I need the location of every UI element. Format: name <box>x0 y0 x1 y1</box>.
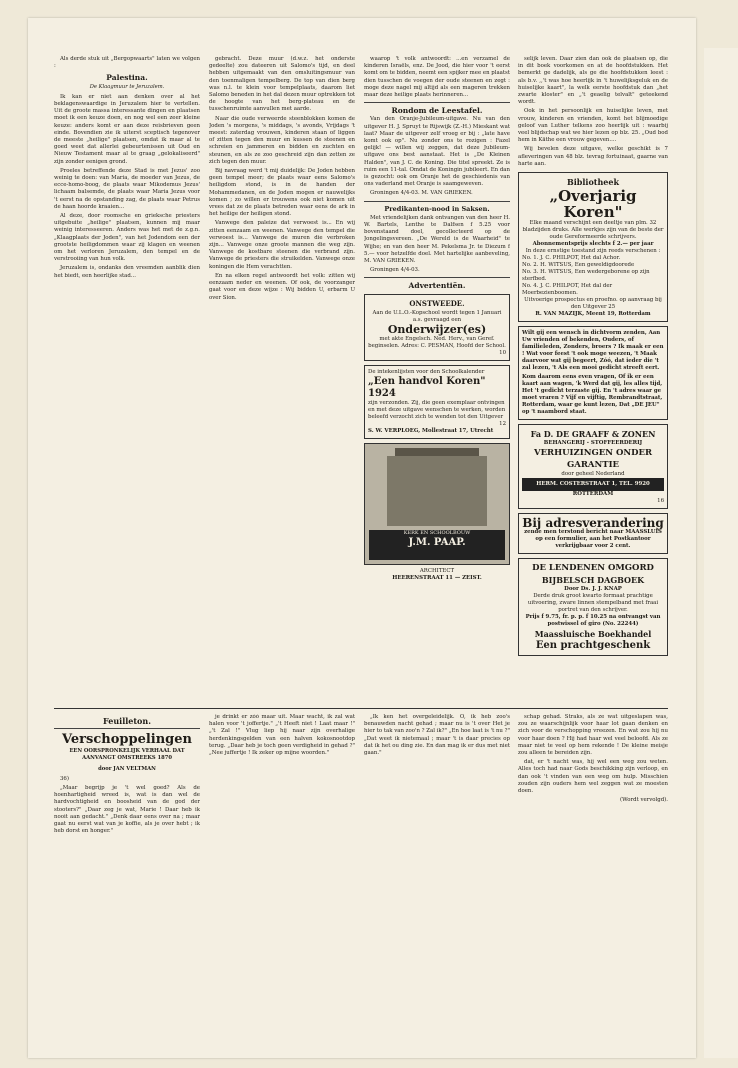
bib-price: Abonnementsprijs slechts f 2.— per jaar <box>532 241 654 248</box>
ad-text: zijn verzonden. Zij, die geen exemplaar ontvingen en met deze uitgave wenschen te werken, worden beleefd verzocht zich te wenden tot den Uitgever <box>368 399 506 420</box>
church-illustration <box>387 456 487 526</box>
bib-publisher: R. VAN MAZIJK, Meent 19, Rotterdam <box>535 311 651 318</box>
paap-architect-ad <box>364 443 510 565</box>
paragraph: Wij bevelen deze uitgave, welke geschikt is 7 afleveringen van 48 blz. tevrag fortuinaat, gaarne van harte aan. <box>518 146 668 167</box>
book-author: Door Ds. J. J. KNAP <box>564 586 622 593</box>
ad-number: 10 <box>499 349 506 356</box>
adresverandering-ad <box>518 513 668 554</box>
paragraph: je drinkt er zóó maar uit. Maar wacht, ik zal wat halen voor 't joffertje." „'t Heeft niet ! Laat maar !" „'t Zal !" Vlug liep hij naar zijn overhalige herdenkingsgelden van een halven kokosnootdop terug. „Daar heb je toch geen verdigheid in gehad ?" „Nee juffertje ! Ik zeker op mijne woorden." <box>209 714 355 757</box>
bib-item: No. 3. H. WITSUS, Een wedergeborene op zijn sterfbed. <box>522 269 650 283</box>
divider <box>364 102 510 103</box>
leestafel-signature: Groningen 4/4-03. M. VAN GRIEKEN. <box>370 190 473 197</box>
book-price: Prijs f 9.75, fr. p. p. f 10.25 na ontvangst van postwissel of giro (No. 22244) <box>525 614 661 628</box>
ad-intro: De intekenlijsten voor den Schoolkalender <box>368 368 485 375</box>
paragraph: Al deze, door roomsche en grieksche priesters uitgebuite „heilige" plaatsen, kunnen mij maar weinig interesseeren. Anders was het met de z.g.n. „Klaagplaats der Joden", van het Jodendom een der grootste heiligdommen waar zij klagen en weenen om het verloren Jeruzalem, den tempel en de verstrooiing van hun volk. <box>54 213 200 263</box>
ad-town: ONSTWEEDE. <box>409 298 465 308</box>
paragraph: En na elken regel antwoordt het volk: zitten wij eenzaam neder en weenen. Of ook, de voorzanger gaat voor en deze wijze : Wij bidden U, erbarm U over Sion. <box>209 272 355 301</box>
predikanten-text: Met vriendelijken dank ontvangen van den heer H. W. Bartels, Lenthe te Dalfsen f 5.25 voor bovenstaand doel, gecollecteerd op de Jongelingsvereen. „De Wereld is de Waarheid" te Wijhe; en van den heer M. Pekelsma Jr. te Diezum f 5.— voor hetzelfde doel. Met hartelijke aanbeveling, M. VAN GRIEKEN. <box>364 214 510 265</box>
ad-text: Aan de U.L.O.-Kopschool wordt tegen 1 Januari a.s. gevraagd een <box>372 309 502 323</box>
firm-city: ROTTERDAM <box>572 491 614 498</box>
bibliotheek-ad <box>518 172 668 322</box>
paragraph: Proeles betreffende deze Stad is met Jezus' zoo weinig te doen: van Maria, de moeder van Jezus, de ecce-homo-boog, de plaats waar Mikodemus Jezus' lichaam balsemde, de plaats waar Maria Jezus voor 't eerst na de opstanding zag, de plaats waar Petrus de haan hoorde kraaien... <box>54 167 200 210</box>
firm-trade: BEHANGERIJ - STOFFEERDERIJ <box>543 440 643 447</box>
ad-address: S. W. VERPLOEG, Mollestraat 17, Utrecht <box>368 427 494 434</box>
divider <box>364 201 510 202</box>
column-1 <box>54 56 200 716</box>
paap-role: ARCHITECT <box>419 567 455 574</box>
palestina-subtitle: De Klaagmuur te Jeruzalem. <box>89 83 165 90</box>
paragraph: Jeruzalem is, ondanks den vreemden aanblik dien het biedt, een heerlijke stad... <box>54 265 200 279</box>
paragraph: Ook in het persoonlijk en huiselijke leven, met vrouw, kinderen en vrienden, komt het blijmoedige geloof van Luther telkens zoo heerlijk uit : waarbij veel blijdschap wat we hier lezen op blz. 25. „Oud bod hem in Käthe een vrouw gegeven.... <box>518 108 668 144</box>
ad-number: 12 <box>499 420 506 427</box>
bib-label: Bibliotheek <box>566 177 620 188</box>
paap-name: J.M. PAAP. <box>408 536 466 548</box>
paap-banner <box>369 530 505 560</box>
column-2 <box>209 56 355 716</box>
ad-number: 16 <box>657 498 664 505</box>
paragraph: Vanwege den paleize dat verwoest is... En wij zitten eenzaam en weenen. Vanwege den tempel die verwoest is... Vanwege de muren die verbroken zijn... Vanwege onze groote mannen die weg zijn. Vanwege de kostbare steenen die verbrand zijn. Vanwege de priesters die struikelden. Vanwege onze koningen die Hem verachtten. <box>209 220 355 270</box>
feuilleton-col-2 <box>209 714 355 1044</box>
bib-intro: In deze ernstige toestand zijn reeds verschenen : <box>525 248 661 255</box>
ad-details: met akte Engelsch. Ned. Herv., van Geref. beginselen. Adres: C. PESMAN, Hoofd der School. <box>368 335 506 349</box>
leestafel-title: Rondom de Leestafel. <box>391 106 483 116</box>
feuilleton-col-4 <box>518 714 668 1044</box>
paragraph: dat, er 't nacht was, hij wel een weg zou weten. Alles toch had naar Gods beschikking zijn verloop, en dan ook 't vinden van een weg om hulp. Misschien zouden zijn ouders hem wel zeggen wat ze moesten doen. <box>518 759 668 795</box>
ad-headline: Onderwijzer(es) <box>387 322 487 336</box>
to-be-continued: (Wordt vervolgd). <box>620 797 668 804</box>
lendenen-ad <box>518 558 668 656</box>
ad-text: zende men terstond bericht naar MAASSLUIS op een formulier, aan het Postkantoor verkrijgbaar voor 2 cent. <box>524 529 662 550</box>
bib-title: „Overjarig Koren" <box>549 187 637 222</box>
adjacent-page-edge <box>704 48 738 1058</box>
paragraph: selijk leven. Daar zien dan ook de plaatsen op, die in dit boek voorkomen en at de hoofdstukken. Het bemerkt ge dadelijk, als ge die hoofdstukken leest : als b.v. ,,'t was hoe heerlijk in 't huwelijksgeluk en de huiselijke kaart", la welk eerste hoofdstuk dan „het zwarte kloster" en „'t geaelig telvalt" geteekend wordt. <box>518 56 668 106</box>
feuilleton-col-3 <box>364 714 510 1044</box>
episode-number: 36) <box>60 775 69 782</box>
feuilleton-label: Feuilleton. <box>103 716 151 726</box>
predikanten-title: Predikanten-nood in Saksen. <box>384 204 490 213</box>
poem-part-1: Wilt gij een wensch in dichtvorm zenden, Aan Uw vrienden of bekenden, Ouders, of familieleden, Zonders, broers ? Ik maak er een ! Wat voor feest 't ook moge weezen, 't Maak daarvoor wat gij begeert, Zóó, dat ieder die 't zal lezen, 't Als een mooi gedicht streeft eert. <box>522 330 664 372</box>
paragraph: „Maar begrijp je 't wel goed? Als de hoenhartigheid wreed is, wat is dan wel de hardvochtigheid en boosheid van de god der stooters?" „Daar zeg je wat, Marie ! Daar heb ik nooit aan gedacht." „Denk daar eens over na ; maar gaat nu eerst wat van je koffie, als je over hebt ; ik heb dorst en honger." <box>54 785 200 835</box>
paragraph: „Ik ken het overgeleidelijk. O, ik heb zoo's benauwden nacht gehad ; maar nu is 't over Het je hier to tak van zoo'n ? Zal ik?" „En hoe laat is 't nu ?" „Dat weet ik nietemaal ; maar 't is daar precies op dat ik het ou ding zie. En dan mag ik er dus met niet gaan." <box>364 714 510 757</box>
firm-note: door geheel Nederland <box>561 471 625 478</box>
book-text: Derde druk groot kwarto formaat prachtige uitvoering, zware linnen stempelband met fraai portret van den schrijver. <box>527 593 659 614</box>
palestina-title: Palestina. <box>106 73 148 83</box>
handvol-koren-ad <box>364 365 510 439</box>
bib-item: No. 1. J. C. PHILPOT, Het dal Achor. <box>522 255 621 262</box>
advertenties-title: Advertentiën. <box>408 281 466 291</box>
bib-text: Elke maand verschijnt een deeltje van plm. 32 bladzijden druks. Alle werkjes zijn van de beste der oude Gereformeerde schrijvers. <box>522 220 664 241</box>
bib-item: No. 2. H. WITSUS, Een geweldigdoorede <box>522 262 635 269</box>
onderwijzer-ad <box>364 294 510 361</box>
paragraph: waarop 't volk antwoordt: ...en verzamel de kinderen Israëls, enz. De Jood, die hier voor 't eerst komt om te bidden, neemt een spijker mee en plaatst dien tusschen de voegen der oude steenen en zegt : moge deze nagel mij altijd als een mageren trekken maar deze heilige plaats herinneren... <box>364 56 510 99</box>
firm-name: Fa D. DE GRAAFF & ZONEN <box>530 429 656 440</box>
book-gift: Een prachtgeschenk <box>535 640 651 652</box>
paragraph: Naar die oude verweerde steenblokken komen de Joden 's morgens, 's middags, 's avonds, Vrijdags 't meest: zaterdag vrouwen, kinderen staan of liggen of zitten tegen den muur en kussen de steenen en schreien en jammeren en bidden en zuchten en steunen, en als ze zoo geschreid zijn dan zetten ze zich tegen den muur. <box>209 115 355 165</box>
feuilleton-subtitle: EEN OORSPRONKELIJK VERHAAL DAT AANVANGT OMSTREEKS 1870 <box>69 748 185 762</box>
book-title: DE LENDENEN OMGORD <box>532 563 654 574</box>
firm-service: VERHUIZINGEN ONDER GARANTIE <box>533 448 653 471</box>
book-subtitle: BIJBELSCH DAGBOEK <box>541 575 645 586</box>
bib-order: Uitvoerige prospectus en proefno. op aanvraag bij den Uitgever 25 <box>524 297 662 311</box>
feuilleton-title: Verschoppelingen <box>62 732 192 748</box>
ad-title: „Een handvol Koren" 1924 <box>368 375 486 399</box>
feuilleton-col-1 <box>54 714 200 1044</box>
poem-part-2: Kom daarom eens even vragen, Of ik er een kaart aan wagen, 'k Werd dat gij, les alles tijd, Het 't gedicht terzaste gij. En 't adres waar ge moet vraren ? Vijf en vijftig, Rembrandtstraat, Rotterdam, waar ge kunt lezen, Dat „DE JEU" op 't naambord staat. <box>522 374 663 416</box>
bib-item: No. 4. J. C. PHILPOT, Het dal der Moerbezienboomen. <box>522 283 613 297</box>
dichtvorm-ad <box>518 326 668 420</box>
de-graaff-ad <box>518 424 668 509</box>
firm-address: HERM. COSTERSTRAAT 1, TEL. 9920 <box>522 478 664 491</box>
intro-text: Als derde stuk uit „Bergopwaarts" laten we volgen : <box>54 56 200 70</box>
paap-address: HEERENSTRAAT 11 — ZEIST. <box>392 574 482 581</box>
divider <box>364 277 510 278</box>
paap-service: KERK EN SCHOOLBOUW <box>403 529 471 536</box>
book-shop: Maassluische Boekhandel <box>534 629 652 640</box>
paragraph: Bij navraag werd 't mij duidelijk: De Joden hebben geen tempel meer; de plaats waar eens Salomo's heiligdom stond, is in de handen der Mohammedanen, en de Joden mogen er nauwelijks komen ; zo willen er trouwens ook niet komen uit vrees dat ze de plaats betreden waar eens de ark in het heilige der heiligen stond. <box>209 168 355 218</box>
paragraph: Ik kan er niet aan denken over al het beklagenswaardige in Jeruzalem hier te vertellen. Uit de groote massa interessante dingen en plaatsen moet ik een keuze doen, en nog wel een zeer kleine keuze: anders komt er aan deze reisbrieven geen einde. Bovendien zie ik uiterst sceptisch tegenover de meeste „heilige" plaatsen, omdat ik maar al te goed weet dat allerlei gebeurtenissen uit Oud en Nieuw Testament maar al te graag „gelokaliseerd" zijn zonder eenigen grond. <box>54 93 200 165</box>
divider <box>54 728 200 729</box>
predikanten-signature: Groningen 4/4-03. <box>370 267 420 274</box>
paragraph: gebracht. Deze muur (d.w.z. het onderste gedeelte) zou dateeren uit Salomo's tijd, en deel hebben uitgemaakt van den omsluitingsmuur van den toenmaligen tempelberg. De top van dien berg was n.l. te klein voor tempelplaats, daarom liet Salomo beneden in het dal dezen muur optrekken tot de hoogte van het berg-plateau en de tusschenruimte aanvullen met aarde. <box>209 56 355 113</box>
feuilleton-author: door JAN VELTMAN <box>98 765 156 772</box>
ad-title: Bij adresverandering <box>522 516 664 531</box>
paragraph: schap gehad. Straks, als ze wat uitgeslapen was, zou ze waarschijnlijk voor haar lot gaan denken en zich voor de verschopping vreezen. En wat zou hij nu voor haar doen ? Hij had haar wel veel beloofd. Als ze maar niet te veel op hem rekende ! De kleine meisje zou alleen te bereiden zijn. <box>518 714 668 757</box>
leestafel-text: Van den Oranje-Jubileum-uitgave. Nu van den uitgever H. J. Spruyt te Rijswijk (Z.-H.) Mieskant wat laat? Maar de uitgever zelf vroeg er bij : „late have komt ook op". Nu zonder ons te rozigen : Fazel gelijk! — willen wij zeggen, dat deze Jubileum-uitgave ons best aanstaat. Het is „De Kleinen Halden", van J. C. de Koning. Die titel spreekt. Ze is ruim een 11-tal. Omdat de Koningin jubileert. En dan is gezocht: ook om Oranje het de geschiedenis van ons vaderland met Oranje is saamgeweven. <box>364 116 510 188</box>
feuilleton-rule <box>54 708 668 709</box>
newspaper-page <box>28 18 696 1058</box>
